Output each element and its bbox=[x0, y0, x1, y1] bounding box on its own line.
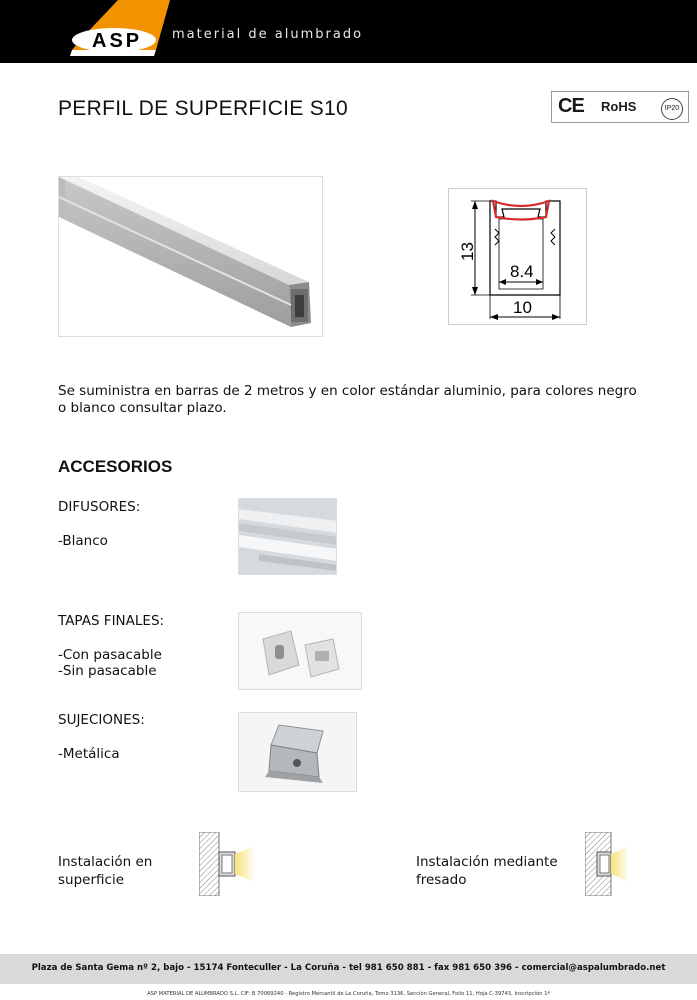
certification-badges bbox=[551, 91, 689, 123]
diffusers-photo bbox=[238, 498, 337, 575]
fixings-label: SUJECIONES: bbox=[58, 712, 145, 728]
surface-installation-line-1: Instalación en bbox=[58, 854, 153, 870]
profile-dimension-drawing bbox=[448, 188, 587, 325]
asp-logo bbox=[70, 0, 170, 56]
ce-mark: CE bbox=[558, 95, 584, 117]
diffusers-label: DIFUSORES: bbox=[58, 499, 141, 515]
diffuser-option-white: -Blanco bbox=[58, 533, 108, 549]
accessories-title: ACCESORIOS bbox=[58, 457, 173, 476]
logo-text: ASP bbox=[92, 30, 143, 52]
product-description: Se suministra en barras de 2 metros y en color estándar aluminio, para colores negro o blanco consultar plazo. bbox=[58, 383, 637, 416]
outer-width-dimension-label: 10 bbox=[513, 298, 532, 317]
milled-installation-label bbox=[416, 853, 558, 889]
tagline: material de alumbrado bbox=[172, 27, 364, 42]
end-caps-photo bbox=[238, 612, 362, 690]
page-title: PERFIL DE SUPERFICIE S10 bbox=[58, 97, 349, 120]
surface-installation-line-2: superficie bbox=[58, 872, 124, 888]
end-caps-label: TAPAS FINALES: bbox=[58, 613, 165, 629]
footer-contact: Plaza de Santa Gema nº 2, bajo - 15174 Fonteculler - La Coruña - tel 981 650 881 - fax 981 650 396 - comercial@aspalumbrado.net bbox=[31, 963, 666, 973]
milled-installation-diagram bbox=[585, 832, 629, 896]
profile-photo bbox=[58, 176, 323, 337]
fixing-option-metal: -Metálica bbox=[58, 746, 120, 762]
milled-installation-line-2: fresado bbox=[416, 872, 467, 888]
page-header bbox=[0, 0, 697, 63]
surface-installation-diagram bbox=[199, 832, 255, 896]
rohs-mark: RoHS bbox=[601, 99, 637, 114]
end-cap-option-without-cable: -Sin pasacable bbox=[58, 663, 157, 679]
inner-width-dimension-label: 8.4 bbox=[510, 262, 534, 281]
surface-installation-label bbox=[58, 853, 152, 889]
height-dimension-label: 13 bbox=[458, 242, 477, 261]
mounting-clip-photo bbox=[238, 712, 357, 792]
end-cap-option-with-cable: -Con pasacable bbox=[58, 647, 162, 663]
ip-rating-badge: IP20 bbox=[661, 98, 683, 120]
footer-legal: ASP MATERIAL DE ALUMBRADO S.L. CIF: B 70069240 - Registro Mercantil de La Coruña, Tomo 3136, Sección General, Folio 11, Hoja C-39743, Inscripción 1ª bbox=[147, 991, 550, 997]
milled-installation-line-1: Instalación mediante bbox=[416, 854, 558, 870]
